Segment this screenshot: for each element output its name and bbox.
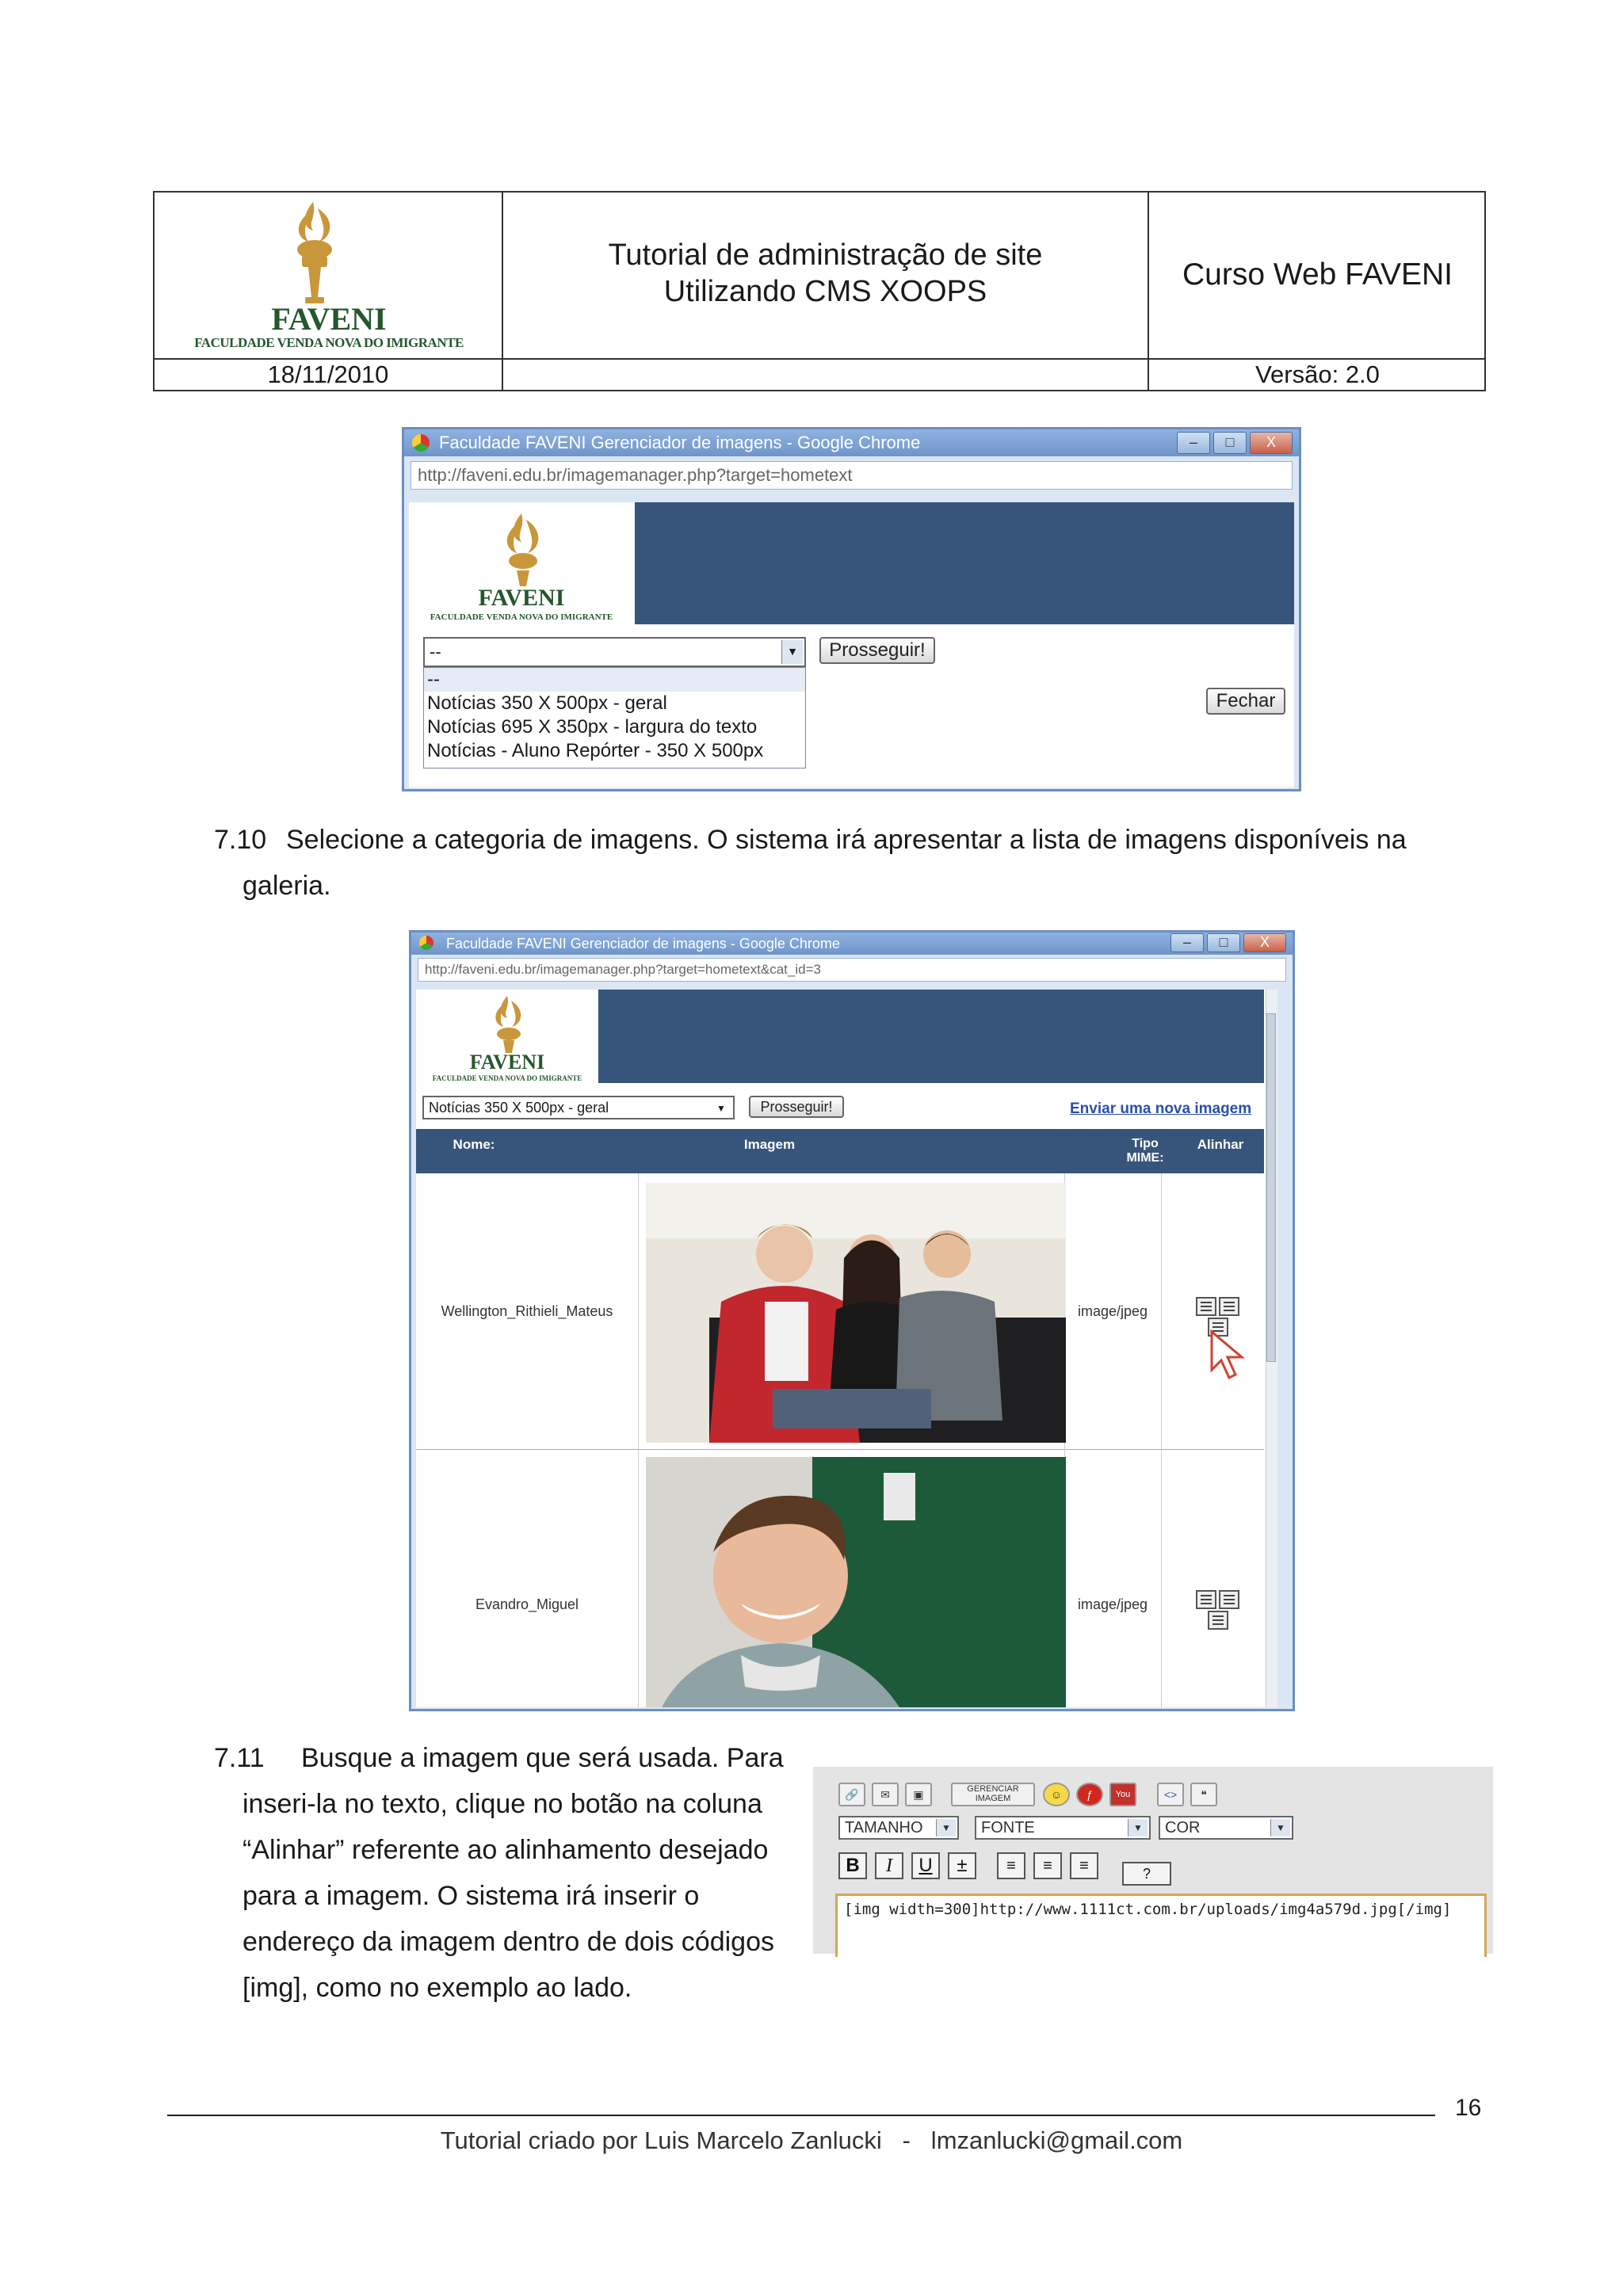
align-right-button[interactable] [1219,1297,1239,1316]
flash-icon[interactable]: ƒ [1076,1783,1103,1806]
size-select[interactable]: TAMANHO ▼ [838,1816,959,1840]
chrome-icon [412,434,430,452]
chevron-down-icon: ▼ [1128,1819,1148,1836]
category-select[interactable]: -- ▼ [423,637,806,667]
smiley-icon[interactable]: ☺ [1043,1783,1070,1806]
quote-icon[interactable]: ❝ [1190,1783,1217,1806]
close-manager-button[interactable]: Fechar [1206,688,1285,715]
address-bar[interactable]: http://faveni.edu.br/imagemanager.php?target=hometext [411,461,1293,490]
chevron-down-icon: ▼ [781,640,803,664]
site-banner [598,990,1264,1083]
scrollbar[interactable] [1266,990,1277,1707]
site-content [416,990,1270,1707]
footer-credit: Tutorial criado por Luis Marcelo Zanlucki - lmzanlucki@gmail.com [440,2126,1183,2154]
code-icon[interactable]: <> [1157,1783,1184,1806]
align-center-icon[interactable]: ≡ [1033,1852,1062,1879]
course-name: Curso Web FAVENI [1182,257,1453,292]
email-icon[interactable]: ✉ [872,1783,899,1806]
proceed-button[interactable]: Prosseguir! [749,1096,844,1118]
step-7-10-text-cont: galeria. [242,871,331,901]
underline-button[interactable]: U [911,1852,940,1879]
category-select[interactable]: Notícias 350 X 500px - geral ▼ [422,1096,735,1119]
logo-name: FAVENI [271,301,387,337]
step-7-11-number: 7.11 [214,1743,265,1773]
step-7-10-text: Selecione a categoria de imagens. O sistema irá apresentar a lista de imagens disponíveis na [286,825,1407,855]
step-7-11-line: “Alinhar” referente ao alinhamento desejado [242,1835,769,1865]
image-manager-window-2 [409,930,1295,1711]
image-name: Evandro_Miguel [475,1596,579,1612]
page-number: 16 [1455,2095,1482,2121]
column-separator [638,1173,639,1707]
scrollbar-thumb[interactable] [1266,1013,1276,1362]
maximize-button[interactable]: □ [1213,432,1247,454]
footer-rule [167,2115,1435,2116]
step-7-11-line: [img], como no exemplo ao lado. [242,1973,632,2003]
strike-button[interactable]: ± [948,1852,976,1879]
site-banner [635,502,1294,624]
editor-toolbar-screenshot [813,1767,1493,1954]
color-select[interactable]: COR ▼ [1159,1816,1293,1840]
svg-text:FAVENI: FAVENI [478,585,565,611]
align-right-icon[interactable]: ≡ [1070,1852,1098,1879]
doc-date: 18/11/2010 [267,360,389,388]
column-header-image: Imagem [743,1137,796,1152]
column-header-align: Alinhar [1197,1137,1244,1152]
column-header-name: Nome: [453,1137,495,1152]
mime-type: image/jpeg [1077,1303,1148,1319]
help-button[interactable]: ? [1122,1862,1171,1886]
column-separator [1161,1173,1162,1707]
column-header-mime: Tipo MIME: [1126,1137,1164,1165]
image-manager-window-1 [402,427,1301,791]
align-left-button[interactable] [1196,1590,1216,1609]
address-bar[interactable]: http://faveni.edu.br/imagemanager.php?target=hometext&cat_id=3 [418,958,1286,982]
align-center-button[interactable] [1208,1611,1228,1630]
window-title: Faculdade FAVENI Gerenciador de imagens - Google Chrome [446,936,840,952]
image-name: Wellington_Rithieli_Mateus [441,1303,613,1319]
doc-version: Versão: 2.0 [1255,360,1380,388]
step-7-11-line: inseri-la no texto, clique no botão na coluna [242,1789,762,1819]
svg-text:FAVENI: FAVENI [469,1051,545,1074]
site-logo [409,502,635,624]
doc-title-line2: Utilizando CMS XOOPS [663,275,987,308]
row-separator [416,1449,1264,1450]
dropdown-option[interactable]: -- [424,668,805,692]
category-dropdown-list [423,667,806,769]
doc-title-line1: Tutorial de administração de site [608,238,1043,272]
logo-subtitle: FACULDADE VENDA NOVA DO IMIGRANTE [194,335,464,350]
faveni-small-logo [409,502,635,624]
photo-thumbnail[interactable] [646,1183,1066,1443]
mime-type: image/jpeg [1077,1596,1148,1612]
dropdown-option[interactable]: Notícias 695 X 350px - largura do texto [427,716,758,738]
dropdown-option[interactable]: Notícias - Aluno Repórter - 350 X 500px [427,740,764,761]
dropdown-option[interactable]: Notícias 350 X 500px - geral [427,692,667,714]
editor-code: [img width=300]http://www.1111ct.com.br/uploads/img4a579d.jpg[/img] [844,1901,1452,1918]
header-table [153,191,1486,391]
photo-thumbnail[interactable] [646,1457,1066,1707]
upload-new-image-link[interactable]: Enviar uma nova imagem [1070,1100,1252,1117]
mouse-cursor-icon [1209,1329,1248,1379]
image-icon[interactable]: ▣ [905,1783,932,1806]
step-7-10-number: 7.10 [214,825,267,855]
chrome-icon [419,936,433,950]
svg-text:FACULDADE VENDA NOVA DO IMIGRA: FACULDADE VENDA NOVA DO IMIGRANTE [430,612,613,622]
youtube-icon[interactable]: You [1109,1783,1136,1806]
site-content [409,502,1294,788]
italic-button[interactable]: I [875,1852,903,1879]
align-left-button[interactable] [1196,1297,1216,1316]
align-right-button[interactable] [1219,1590,1239,1609]
link-icon[interactable]: 🔗 [838,1783,865,1806]
font-select[interactable]: FONTE ▼ [975,1816,1151,1840]
proceed-button[interactable]: Prosseguir! [819,637,935,664]
step-7-11-line: endereço da imagem dentro de dois códigos [242,1927,774,1957]
chevron-down-icon: ▼ [936,1819,956,1836]
close-button[interactable]: X [1243,933,1286,952]
image-manager-button[interactable]: GERENCIAR IMAGEM [951,1783,1035,1806]
bold-button[interactable]: B [838,1852,867,1879]
close-button[interactable]: X [1250,432,1293,454]
chevron-down-icon: ▼ [711,1099,731,1116]
editor-textarea[interactable] [835,1894,1487,1957]
faveni-small-logo [416,990,598,1083]
chevron-down-icon: ▼ [1270,1819,1290,1836]
minimize-button[interactable]: – [1177,432,1210,454]
align-left-icon[interactable]: ≡ [997,1852,1025,1879]
minimize-button[interactable]: – [1170,933,1204,952]
step-7-11-line: para a imagem. O sistema irá inserir o [242,1881,700,1911]
maximize-button[interactable]: □ [1207,933,1240,952]
svg-text:FACULDADE VENDA NOVA DO IMIGRA: FACULDADE VENDA NOVA DO IMIGRANTE [432,1074,582,1082]
window-title: Faculdade FAVENI Gerenciador de imagens - Google Chrome [439,433,921,452]
step-7-11-line: Busque a imagem que será usada. Para [301,1743,784,1773]
site-logo [416,990,598,1083]
